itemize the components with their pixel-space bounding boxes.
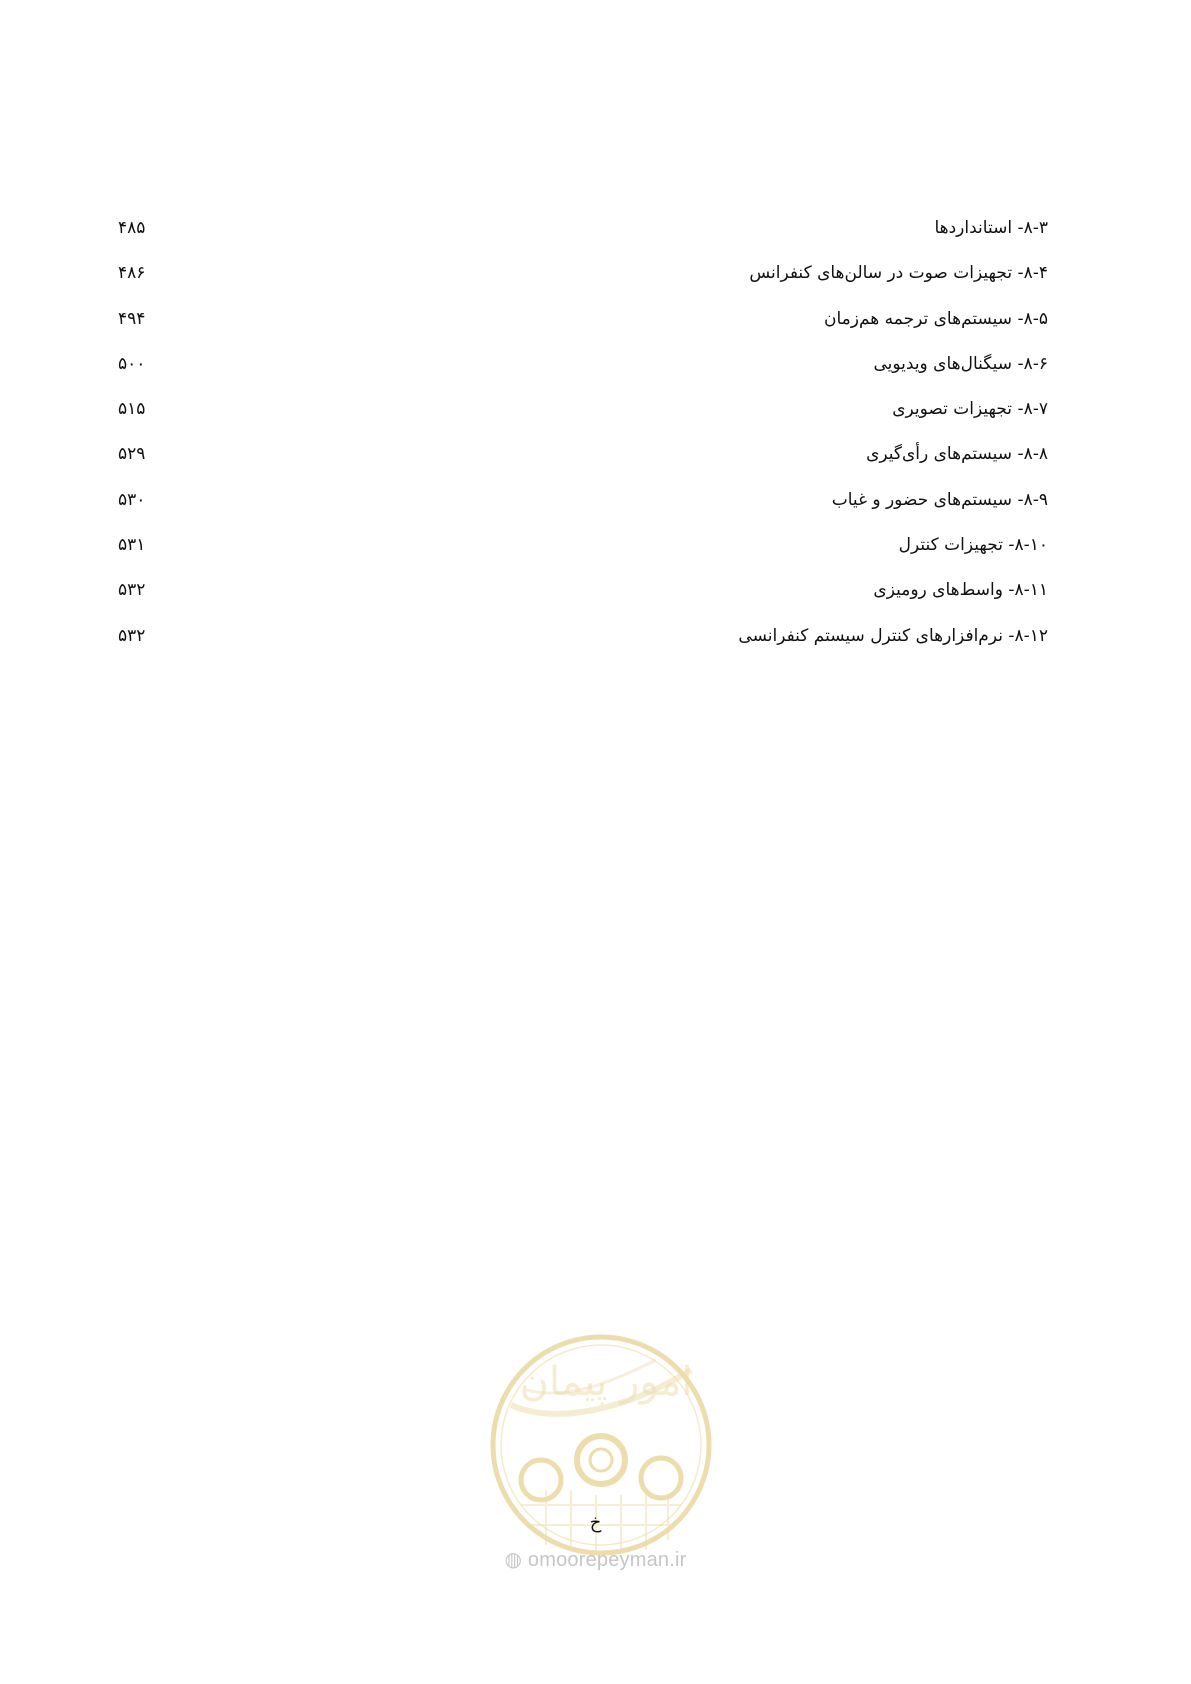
toc-entry-page: ۵۳۲ xyxy=(118,580,146,601)
toc-entry-page: ۵۰۰ xyxy=(118,353,146,374)
table-of-contents xyxy=(118,216,1048,669)
watermark-url xyxy=(0,1547,1191,1572)
toc-entry-title: ۸-۸- سیستم‌های رأی‌گیری xyxy=(866,444,1048,465)
toc-entry-page: ۵۲۹ xyxy=(118,444,146,465)
toc-entry-page: ۵۱۵ xyxy=(118,399,146,420)
watermark-url-text: omoorepeyman.ir xyxy=(527,1549,687,1571)
toc-entry-page: ۴۹۴ xyxy=(118,308,146,329)
toc-entry-title: ۸-۳- استانداردها xyxy=(934,218,1048,238)
toc-entry[interactable] xyxy=(118,624,1048,669)
page-number: خ xyxy=(589,1512,602,1533)
watermark-logo-text: امور پیمان xyxy=(519,1359,693,1405)
toc-entry-title: ۸-۵- سیستم‌های ترجمه هم‌زمان xyxy=(823,308,1048,329)
toc-entry[interactable] xyxy=(118,397,1048,442)
toc-entry-title: ۸-۱۰- تجهیزات کنترل xyxy=(898,535,1048,556)
toc-entry[interactable] xyxy=(118,216,1048,261)
toc-entry[interactable] xyxy=(118,307,1048,352)
toc-entry[interactable] xyxy=(118,533,1048,578)
globe-icon: ◍ xyxy=(504,1549,523,1571)
toc-entry-page: ۴۸۵ xyxy=(118,218,146,238)
toc-entry-page: ۴۸۶ xyxy=(118,263,146,284)
toc-entry[interactable] xyxy=(118,578,1048,623)
toc-entry[interactable] xyxy=(118,488,1048,533)
toc-entry[interactable] xyxy=(118,442,1048,487)
toc-entry-page: ۵۳۲ xyxy=(118,625,146,646)
toc-entry[interactable] xyxy=(118,352,1048,397)
toc-entry-title: ۸-۱۱- واسط‌های رومیزی xyxy=(873,580,1048,601)
toc-entry[interactable] xyxy=(118,261,1048,306)
toc-entry-page: ۵۳۱ xyxy=(118,535,146,556)
toc-entry-title: ۸-۱۲- نرم‌افزارهای کنترل سیستم کنفرانسی xyxy=(738,625,1048,646)
toc-entry-title: ۸-۶- سیگنال‌های ویدیویی xyxy=(873,353,1048,374)
toc-entry-title: ۸-۹- سیستم‌های حضور و غیاب xyxy=(831,489,1048,510)
toc-entry-title: ۸-۷- تجهیزات تصویری xyxy=(892,399,1048,420)
toc-entry-title: ۸-۴- تجهیزات صوت در سالن‌های کنفرانس xyxy=(749,263,1048,284)
toc-entry-page: ۵۳۰ xyxy=(118,489,146,510)
